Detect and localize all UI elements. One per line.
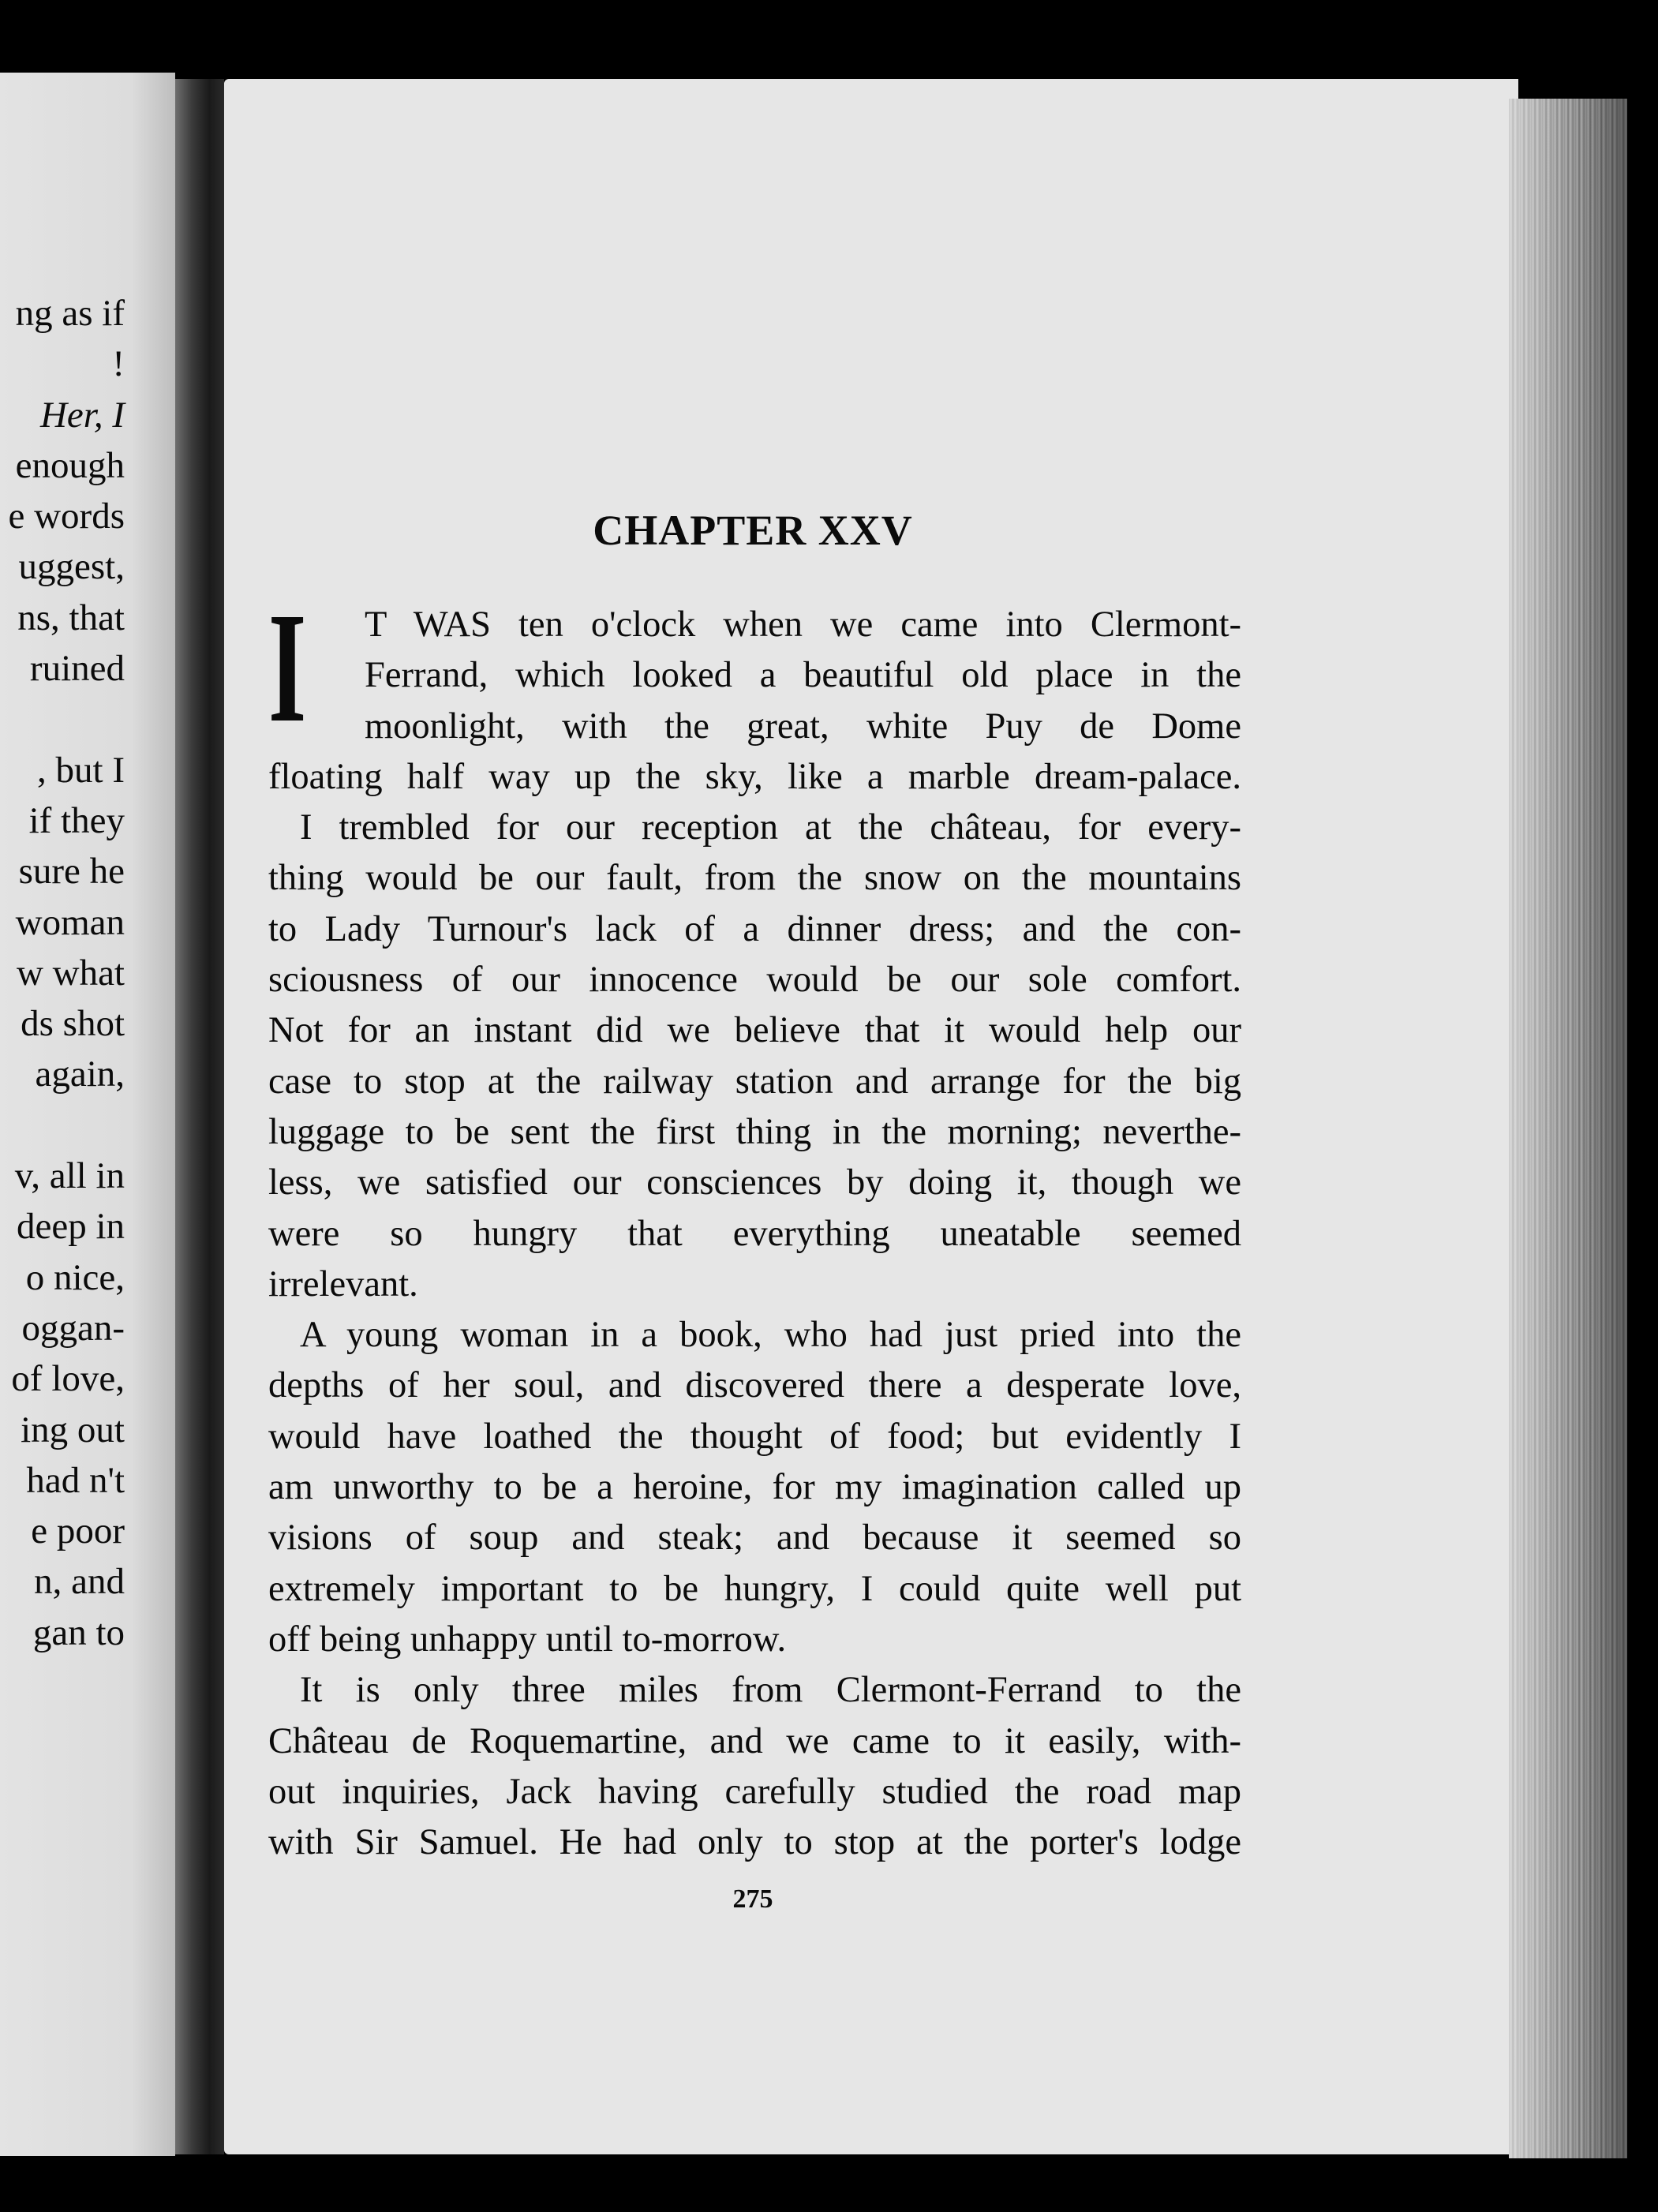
- left-line: woman: [15, 901, 125, 943]
- chapter-title: CHAPTER XXV: [593, 507, 913, 554]
- text-line: Château de Roquemartine, and we came to it easily, with-: [268, 1720, 1241, 1761]
- left-line: had n't: [26, 1459, 125, 1501]
- text-line: irrelevant.: [268, 1263, 418, 1304]
- text-line: Not for an instant did we believe that it would help our: [268, 1010, 1241, 1051]
- left-line: Her, I: [39, 394, 125, 436]
- text-line: thing would be our fault, from the snow on the mountains: [268, 858, 1241, 899]
- text-line: were so hungry that everything uneatable seemed: [268, 1213, 1241, 1254]
- text-line: A young woman in a book, who had just pried into the: [300, 1315, 1241, 1356]
- left-line: w what: [16, 952, 125, 994]
- text-line: floating half way up the sky, like a marble dream-palace.: [268, 756, 1241, 797]
- page-number: 275: [732, 1885, 773, 1914]
- text-line: would have loathed the thought of food; but evidently I: [268, 1416, 1241, 1457]
- left-line: e words: [8, 496, 125, 537]
- left-gap: [9, 694, 125, 744]
- left-line: ing out: [21, 1409, 125, 1450]
- book-gutter: [175, 79, 224, 2154]
- left-page-text: [9, 288, 125, 1658]
- left-line: deep in: [16, 1206, 125, 1248]
- left-line: ns, that: [17, 597, 125, 638]
- left-line: e poor: [31, 1510, 125, 1552]
- text-line: Ferrand, which looked a beautiful old place in the: [365, 655, 1241, 696]
- text-line: T WAS ten o'clock when we came into Clermont-: [365, 604, 1241, 645]
- text-line: off being unhappy until to-morrow.: [268, 1619, 787, 1660]
- left-line: ng as if: [15, 293, 125, 334]
- left-line: uggest,: [18, 546, 125, 588]
- text-line: out inquiries, Jack having carefully studied the road map: [268, 1771, 1241, 1812]
- text-line: am unworthy to be a heroine, for my imagination called up: [268, 1467, 1241, 1508]
- left-line: oggan-: [21, 1307, 125, 1349]
- left-gap: [9, 1100, 125, 1151]
- page-edge-shade: [1509, 99, 1627, 2158]
- text-line: It is only three miles from Clermont-Ferrand to the: [300, 1670, 1241, 1711]
- left-line: enough: [15, 444, 125, 486]
- left-line: ds shot: [21, 1003, 125, 1045]
- text-line: case to stop at the railway station and arrange for the big: [268, 1061, 1241, 1102]
- text-line: extremely important to be hungry, I could quite well put: [268, 1568, 1241, 1609]
- text-line: I trembled for our reception at the château, for every-: [300, 807, 1241, 848]
- text-line: sciousness of our innocence would be our sole comfort.: [268, 960, 1241, 1001]
- left-line: !: [112, 343, 125, 385]
- left-line: gan to: [32, 1611, 125, 1653]
- left-line: of love,: [11, 1358, 125, 1400]
- left-line: if they: [28, 799, 125, 841]
- text-line: luggage to be sent the first thing in the morning; neverthe-: [268, 1111, 1241, 1152]
- chapter-body: [268, 581, 1241, 1868]
- left-line: ruined: [29, 648, 125, 690]
- left-line: , but I: [37, 749, 125, 791]
- text-line: depths of her soul, and discovered there a desperate love,: [268, 1365, 1241, 1406]
- text-line: with Sir Samuel. He had only to stop at the porter's lodge: [268, 1822, 1241, 1863]
- drop-cap: I: [268, 581, 307, 755]
- text-line: less, we satisfied our consciences by doing it, though we: [268, 1162, 1241, 1203]
- left-line: v, all in: [14, 1155, 125, 1197]
- left-line: n, and: [34, 1561, 125, 1603]
- left-page: [0, 73, 175, 2156]
- text-line: to Lady Turnour's lack of a dinner dress; and the con-: [268, 908, 1241, 949]
- text-line: visions of soup and steak; and because it seemed so: [268, 1518, 1241, 1559]
- text-line: moonlight, with the great, white Puy de Dome: [365, 706, 1241, 747]
- left-line: o nice,: [25, 1256, 125, 1298]
- left-line: sure he: [18, 851, 125, 893]
- left-line: again,: [35, 1054, 125, 1095]
